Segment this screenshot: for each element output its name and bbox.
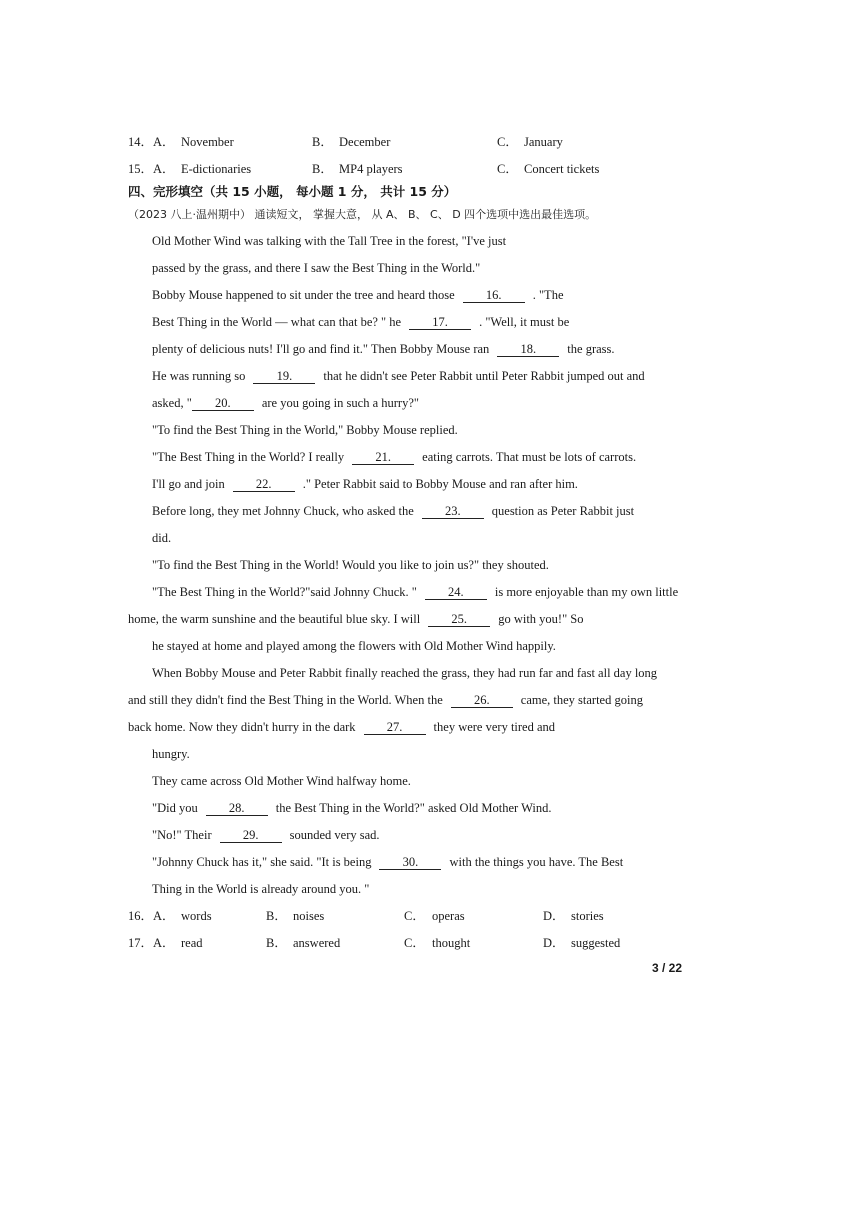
passage-line	[152, 395, 419, 411]
passage-line	[128, 692, 643, 708]
q14-option-c: January	[524, 135, 563, 149]
passage-text: Bobby Mouse happened to sit under the tree and heard those	[152, 288, 455, 302]
passage-text: He was running so	[152, 369, 246, 383]
passage-text: Best Thing in the World — what can that be? " he	[152, 315, 402, 329]
passage-text: "The Best Thing in the World?"said Johnny Chuck. "	[152, 585, 417, 599]
passage-text: came, they started going	[520, 693, 643, 707]
q16-option-d-label: D．	[543, 909, 565, 923]
passage-text: eating carrots. That must be lots of carrots.	[422, 450, 637, 464]
passage-line: passed by the grass, and there I saw the Best Thing in the World."	[152, 261, 481, 275]
blank-22: 22.	[233, 477, 295, 492]
passage-text: go with you!" So	[498, 612, 584, 626]
q14-option-b-label: B．	[312, 135, 333, 149]
q17-option-c-label: C．	[404, 936, 425, 950]
passage-line: did.	[152, 531, 172, 545]
passage-line	[152, 584, 678, 600]
blank-17: 17.	[409, 315, 471, 330]
passage-text: back home. Now they didn't hurry in the dark	[128, 720, 356, 734]
q16-option-c: operas	[432, 909, 465, 923]
source-note: （2023 八上·温州期中） 通读短文， 掌握大意， 从 A、 B、 C、 D 四个选项中选出最佳选项。	[128, 208, 597, 221]
q15-option-c: Concert tickets	[524, 162, 600, 176]
q17-option-c: thought	[432, 936, 471, 950]
passage-text: that he didn't see Peter Rabbit until Peter Rabbit jumped out and	[323, 369, 645, 383]
passage-line: When Bobby Mouse and Peter Rabbit finally reached the grass, they had run far and fast all day long	[152, 666, 658, 680]
q17-number: 17．A．	[128, 936, 175, 950]
blank-27: 27.	[364, 720, 426, 735]
passage-text: "The Best Thing in the World? I really	[152, 450, 345, 464]
blank-18: 18.	[497, 342, 559, 357]
blank-21: 21.	[352, 450, 414, 465]
blank-20: 20.	[192, 396, 254, 411]
q17-option-b-label: B．	[266, 936, 287, 950]
passage-line: hungry.	[152, 747, 190, 761]
passage-text: the Best Thing in the World?" asked Old Mother Wind.	[275, 801, 552, 815]
passage-text: plenty of delicious nuts! I'll go and find it." Then Bobby Mouse ran	[152, 342, 490, 356]
passage-line: They came across Old Mother Wind halfway home.	[152, 774, 411, 788]
section-title: 四、完形填空（共 15 小题， 每小题 1 分， 共计 15 分）	[128, 184, 457, 199]
passage-line: "To find the Best Thing in the World! Would you like to join us?" they shouted.	[152, 558, 549, 572]
passage-text: "Did you	[152, 801, 198, 815]
passage-line	[152, 476, 578, 492]
q16-option-d: stories	[571, 909, 604, 923]
q17-option-b: answered	[293, 936, 341, 950]
passage-text: ." Peter Rabbit said to Bobby Mouse and ran after him.	[302, 477, 578, 491]
passage-line	[152, 827, 380, 843]
blank-28: 28.	[206, 801, 268, 816]
passage-text: are you going in such a hurry?"	[261, 396, 419, 410]
passage-text: is more enjoyable than my own little	[494, 585, 679, 599]
passage-text: "Johnny Chuck has it," she said. "It is being	[152, 855, 372, 869]
q15-option-b: MP4 players	[339, 162, 403, 176]
passage-line	[152, 800, 552, 816]
passage-line	[152, 287, 564, 303]
q14-option-b: December	[339, 135, 391, 149]
passage-text: with the things you have. The Best	[449, 855, 624, 869]
passage-line: "To find the Best Thing in the World," Bobby Mouse replied.	[152, 423, 458, 437]
blank-29: 29.	[220, 828, 282, 843]
passage-line	[128, 719, 555, 735]
page-number: 3 / 22	[652, 961, 683, 975]
passage-text: question as Peter Rabbit just	[491, 504, 635, 518]
passage-line	[152, 341, 615, 357]
q16-option-b: noises	[293, 909, 325, 923]
q16-number: 16．A．	[128, 909, 175, 923]
q15-number: 15．A．	[128, 162, 175, 176]
q16-option-a: words	[181, 909, 212, 923]
q16-option-b-label: B．	[266, 909, 287, 923]
blank-26: 26.	[451, 693, 513, 708]
passage-text: Before long, they met Johnny Chuck, who asked the	[152, 504, 414, 518]
q17-option-a: read	[181, 936, 203, 950]
blank-25: 25.	[428, 612, 490, 627]
q14-number: 14．A．	[128, 135, 175, 149]
passage-line: he stayed at home and played among the flowers with Old Mother Wind happily.	[152, 639, 556, 653]
q15-option-b-label: B．	[312, 162, 333, 176]
passage-text: the grass.	[567, 342, 615, 356]
q15-option-c-label: C．	[497, 162, 518, 176]
passage-line	[152, 503, 634, 519]
q17-option-d: suggested	[571, 936, 621, 950]
passage-text: home, the warm sunshine and the beautiful blue sky. I will	[128, 612, 421, 626]
q16-option-c-label: C．	[404, 909, 425, 923]
passage-line: Thing in the World is already around you. "	[152, 882, 370, 896]
q17-option-d-label: D．	[543, 936, 565, 950]
passage-text: . "Well, it must be	[479, 315, 570, 329]
passage-text: asked, "	[152, 396, 192, 410]
blank-19: 19.	[253, 369, 315, 384]
passage-line	[152, 854, 623, 870]
q15-option-a: E-dictionaries	[181, 162, 252, 176]
blank-16: 16.	[463, 288, 525, 303]
passage-line	[152, 314, 569, 330]
blank-23: 23.	[422, 504, 484, 519]
passage-text: "No!" Their	[152, 828, 212, 842]
passage-line: Old Mother Wind was talking with the Tall Tree in the forest, "I've just	[152, 234, 507, 248]
blank-30: 30.	[379, 855, 441, 870]
passage-text: sounded very sad.	[289, 828, 380, 842]
q14-option-c-label: C．	[497, 135, 518, 149]
passage-text: I'll go and join	[152, 477, 225, 491]
passage-line	[128, 611, 584, 627]
blank-24: 24.	[425, 585, 487, 600]
passage-text: and still they didn't find the Best Thing in the World. When the	[128, 693, 443, 707]
passage-line	[152, 449, 636, 465]
passage-text: . "The	[532, 288, 564, 302]
q14-option-a: November	[181, 135, 234, 149]
passage-text: they were very tired and	[433, 720, 556, 734]
passage-line	[152, 368, 645, 384]
